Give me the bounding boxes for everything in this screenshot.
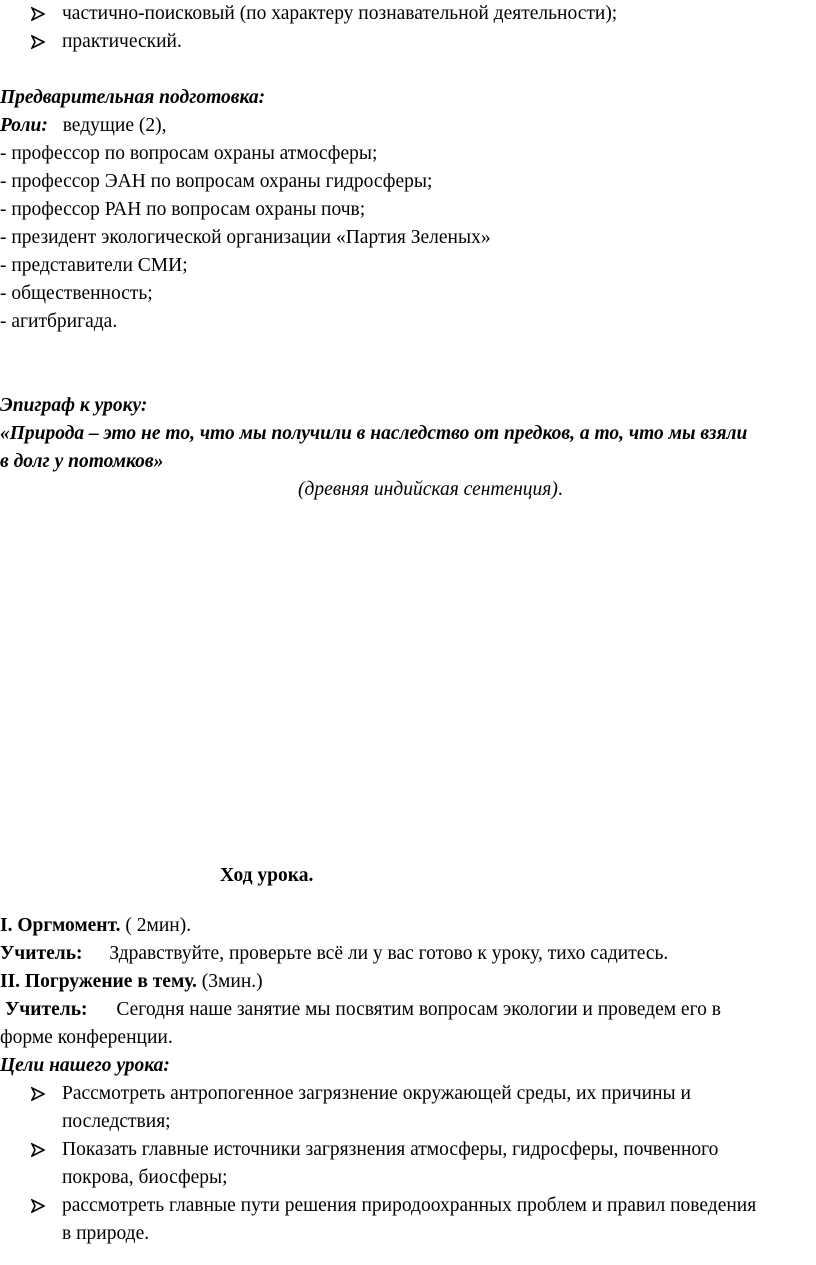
goal-text-cont: в природе. (62, 1223, 150, 1244)
teacher-label: Учитель: (0, 943, 83, 964)
goal-text: Рассмотреть антропогенное загрязнение окружающей среды, их причины и (62, 1083, 691, 1104)
roles-first: ведущие (2), (62, 115, 167, 136)
lesson-title: Ход урока. (220, 865, 314, 886)
teacher-speech: Сегодня наше занятие мы посвятим вопросам экологии и проведем его в (116, 999, 721, 1020)
arrow-bullet-icon (30, 1192, 46, 1220)
goal-text: Показать главные источники загрязнения атмосферы, гидросферы, почвенного (62, 1139, 719, 1160)
goals-heading: Цели нашего урока: (0, 1055, 170, 1076)
epigraph-source (298, 476, 563, 504)
goal-text-cont: последствия; (62, 1111, 171, 1132)
section-1-line (0, 912, 191, 940)
section-1-teacher-line (0, 940, 668, 968)
role-item: - профессор ЭАН по вопросам охраны гидросферы; (0, 171, 433, 192)
roles-label: Роли: (0, 115, 48, 136)
section-1-title: I. Оргмомент. (0, 915, 121, 936)
goal-text-cont: покрова, биосферы; (62, 1167, 228, 1188)
role-item: - общественность; (0, 283, 153, 304)
teacher-speech: Здравствуйте, проверьте всё ли у вас готово к уроку, тихо садитесь. (109, 943, 669, 964)
arrow-bullet-icon (30, 1136, 46, 1164)
arrow-bullet-icon (30, 1080, 46, 1108)
section-2-line (0, 968, 263, 996)
epigraph-source-text: (древняя индийская сентенция) (298, 479, 558, 500)
epigraph-source-period: . (557, 479, 563, 500)
roles-line (0, 112, 166, 140)
role-item: - профессор по вопросам охраны атмосферы; (0, 143, 378, 164)
epigraph-heading: Эпиграф к уроку: (0, 395, 148, 416)
arrow-bullet-icon (30, 0, 46, 28)
goal-text: рассмотреть главные пути решения природоохранных проблем и правил поведения (62, 1195, 757, 1216)
prep-heading: Предварительная подготовка: (0, 87, 266, 108)
section-2-time: (3мин.) (196, 971, 263, 992)
teacher-label: Учитель: (5, 999, 88, 1020)
list-item-text: практический. (62, 31, 182, 52)
list-item-text: частично-поисковый (по характеру познавательной деятельности); (62, 3, 618, 24)
role-item: - президент экологической организации «Партия Зеленых» (0, 227, 491, 248)
section-1-time: ( 2мин). (120, 915, 192, 936)
epigraph-quote-line: в долг у потомков» (0, 451, 164, 472)
teacher-speech-cont: форме конференции. (0, 1027, 173, 1048)
role-item: - представители СМИ; (0, 255, 188, 276)
arrow-bullet-icon (30, 28, 46, 56)
section-2-title: II. Погружение в тему. (0, 971, 197, 992)
section-2-teacher-line (5, 996, 721, 1024)
role-item: - профессор РАН по вопросам охраны почв; (0, 199, 366, 220)
epigraph-quote-line: «Природа – это не то, что мы получили в наследство от предков, а то, что мы взяли (0, 423, 748, 444)
role-item: - агитбригада. (0, 311, 118, 332)
